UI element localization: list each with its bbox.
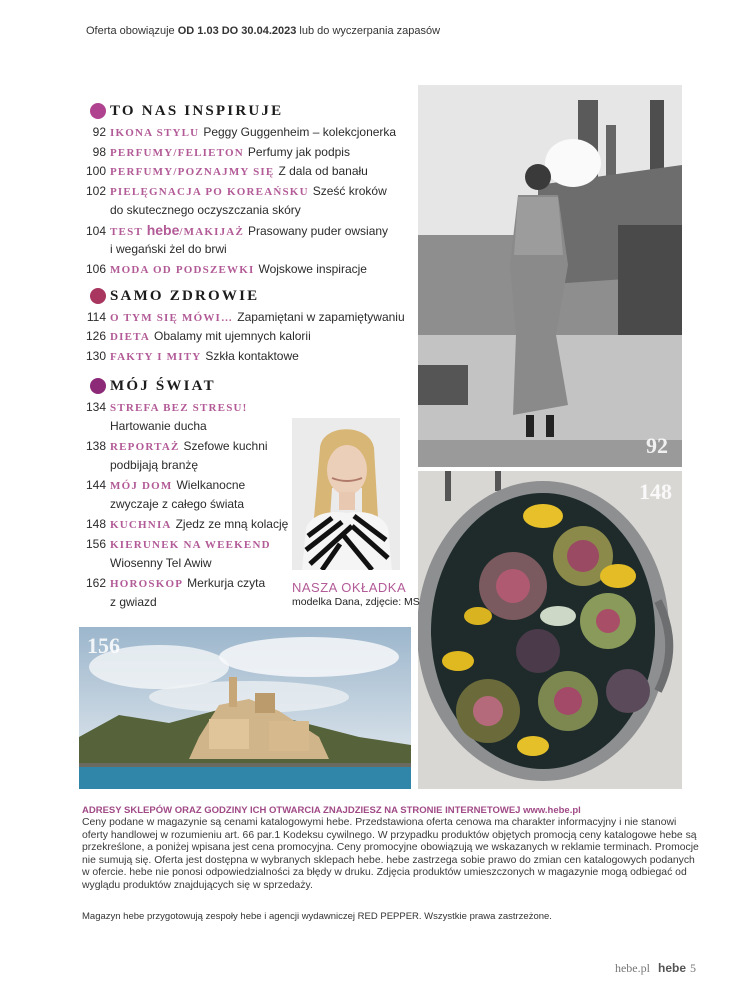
artichoke-pot-photo[interactable] [418, 471, 682, 789]
toc-item-continuation: zwyczaje z całego świata [110, 497, 245, 511]
tel-aviv-photo[interactable] [79, 627, 411, 789]
toc-item-continuation: Wiosenny Tel Awiw [110, 556, 212, 570]
page-folio: hebe.pl hebe 5 [614, 961, 696, 975]
artichoke-pot-illustration [418, 471, 682, 789]
tel-aviv-illustration [79, 627, 411, 789]
toc-item-continuation: podbijają branżę [110, 458, 199, 472]
toc-item-continuation: z gwiazd [110, 595, 157, 609]
photo-page-number: 156 [87, 633, 120, 658]
legal-disclaimer: Ceny podane w magazynie są cenami katalogowymi hebe. Przedstawiona oferta cenowa ma charakter informacyjny i nie stanowi oferty handlowej w rozumieniu art. 66 par.1 Kodeksu cywilnego. W przypadku produktów objętych promocją ceny katalogowe hebe są przekreślone, a poniżej wpisana jest cena promocyjna. Ceny promocyjne obowiązują we wskazanych w reklamie terminach. Promocje nie sumują się. Oferta jest dostępna w wybranych sklepach hebe. hebe zastrzega sobie prawo do zmian cen katalogowych podanych w ofercie. hebe nie ponosi odpowiedzialności za błędy w druku. Zdjęcia produktów umieszczonych w magazynie mogą odbiegać od wyglądu produktów znajdujących się w sprzedaży. [82, 817, 699, 891]
toc-item[interactable]: 102 PIELĘGNACJA PO KOREAŃSKU Sześć kroków [85, 184, 387, 198]
section-header-moj-swiat: MÓJ ŚWIAT [90, 376, 216, 396]
toc-item[interactable]: 104 TEST hebe/MAKIJAŻ Prasowany puder owsiany [85, 222, 389, 238]
toc-item-continuation: Hartowanie ducha [110, 419, 207, 433]
toc-item[interactable]: 100 PERFUMY/POZNAJMY SIĘ Z dala od banału [85, 164, 368, 178]
toc-item[interactable]: 114 O TYM SIĘ MÓWI… Zapamiętani w zapamiętywaniu [86, 310, 405, 324]
cover-model-illustration [292, 418, 400, 570]
bullet-dot-icon [90, 103, 106, 119]
cover-title: NASZA OKŁADKA [292, 580, 407, 595]
store-info-heading: ADRESY SKLEPÓW ORAZ GODZINY ICH OTWARCIA ZNAJDZIESZ NA STRONIE INTERNETOWEJ www.hebe.pl [82, 805, 581, 816]
section-header-zdrowie: SAMO ZDROWIE [90, 286, 259, 306]
toc-item-continuation: do skutecznego oczyszczania skóry [110, 203, 301, 217]
photo-page-number: 92 [646, 433, 668, 458]
cover-model-photo[interactable] [292, 418, 400, 570]
publisher-note: Magazyn hebe przygotowują zespoły hebe i agencji wydawniczej RED PEPPER. Wszystkie prawa zastrzeżone. [82, 911, 552, 922]
toc-item[interactable]: 98 PERFUMY/FELIETON Perfumy jak podpis [92, 145, 350, 159]
guggenheim-photo-illustration [418, 85, 682, 467]
toc-item[interactable]: 134 STREFA BEZ STRESU! [85, 400, 248, 414]
bullet-dot-icon [90, 288, 106, 304]
hebe-logo: hebe [657, 961, 686, 975]
toc-item[interactable]: 92 IKONA STYLU Peggy Guggenheim – kolekcjonerka [92, 125, 397, 139]
photo-page-number: 148 [639, 479, 672, 504]
section-header-inspiruje: TO NAS INSPIRUJE [90, 101, 283, 121]
toc-item[interactable]: 148 KUCHNIA Zjedz ze mną kolację [85, 517, 289, 531]
toc-item[interactable]: 162 HOROSKOP Merkurja czyta [85, 576, 266, 590]
hebe-logo: hebe [146, 222, 180, 238]
toc-item[interactable]: 106 MODA OD PODSZEWKI Wojskowe inspiracje [85, 262, 367, 276]
page-number: 5 [690, 961, 696, 975]
toc-item[interactable]: 156 KIERUNEK NA WEEKEND [85, 537, 271, 551]
cover-caption: modelka Dana, zdjęcie: MS [292, 596, 420, 608]
toc-item-continuation: i wegański żel do brwi [110, 242, 227, 256]
guggenheim-photo[interactable] [418, 85, 682, 467]
toc-item[interactable]: 126 DIETA Obalamy mit ujemnych kalorii [85, 329, 311, 343]
toc-item[interactable]: 130 FAKTY I MITY Szkła kontaktowe [85, 349, 299, 363]
bullet-dot-icon [90, 378, 106, 394]
toc-item[interactable]: 144 MÓJ DOM Wielkanocne [85, 478, 246, 492]
toc-item[interactable]: 138 REPORTAŻ Szefowe kuchni [85, 439, 268, 453]
offer-validity: Oferta obowiązuje OD 1.03 DO 30.04.2023 lub do wyczerpania zapasów [86, 25, 441, 37]
